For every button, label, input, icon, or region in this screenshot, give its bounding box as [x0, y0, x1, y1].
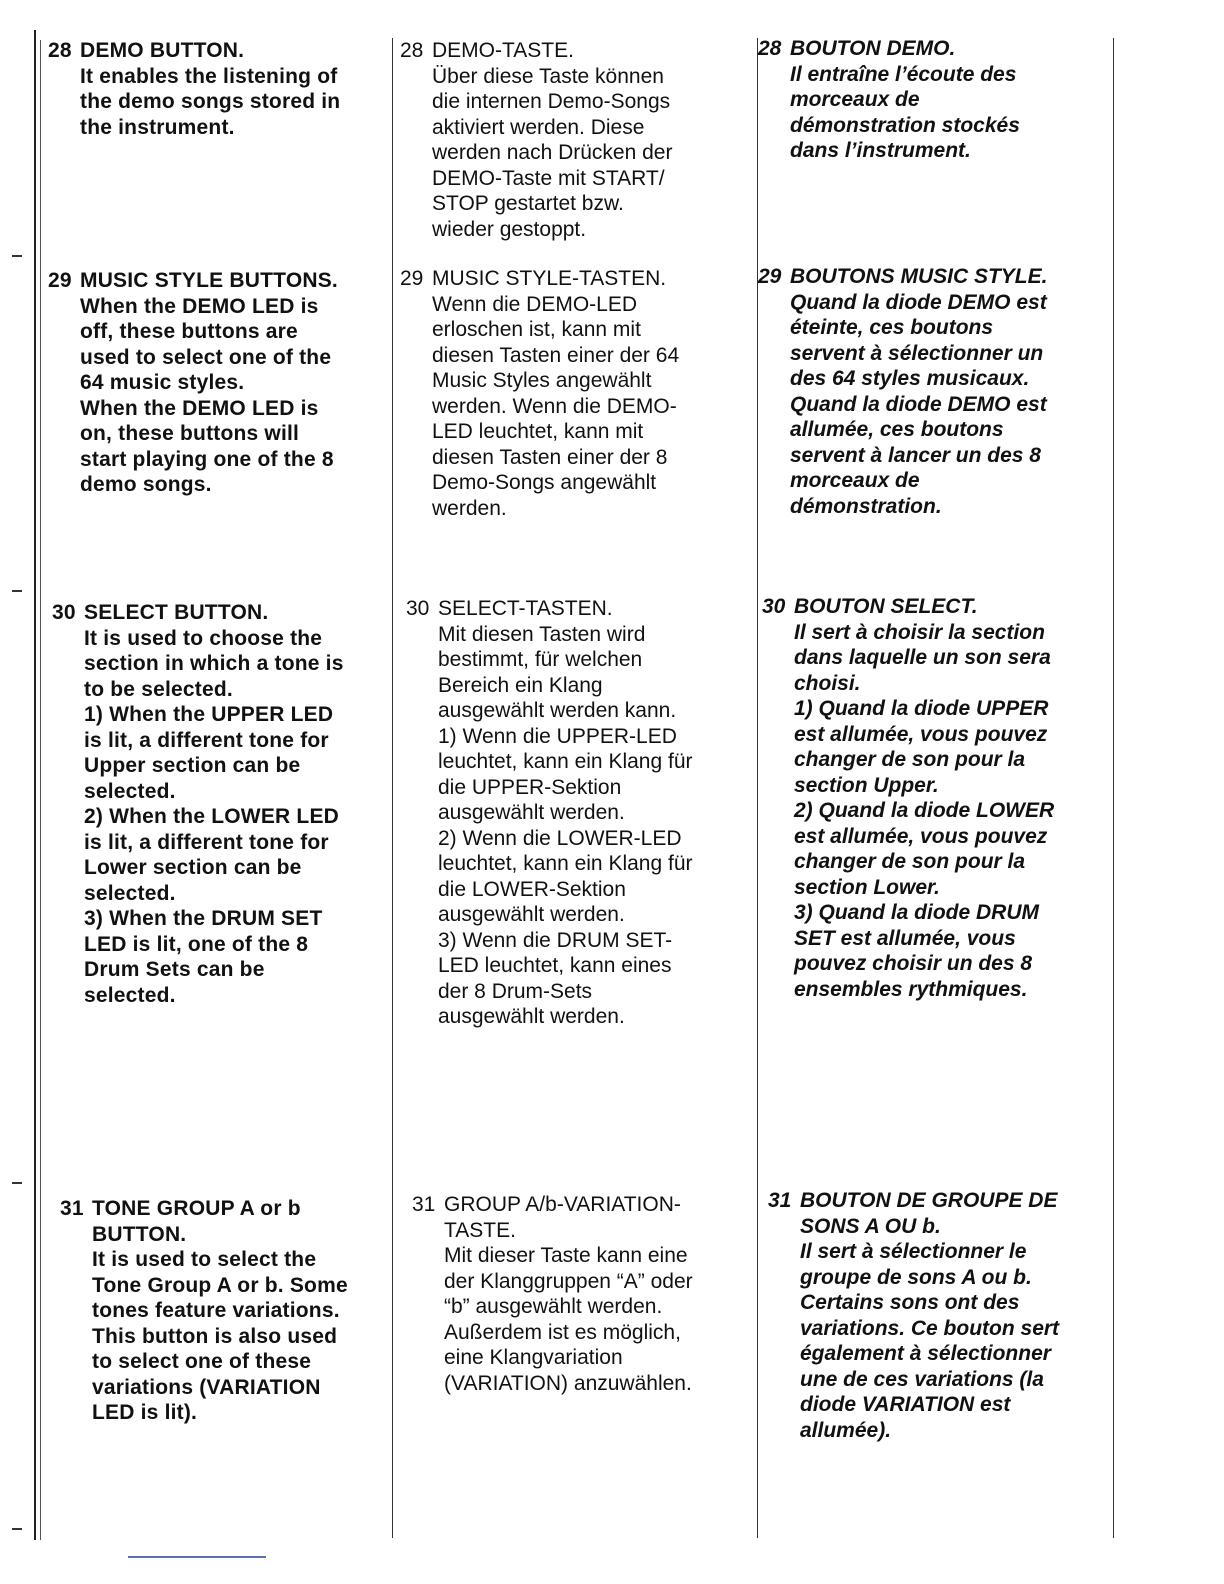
item-title: MUSIC STYLE BUTTONS. [80, 269, 338, 292]
edge-tick [12, 255, 22, 257]
item-title: SELECT BUTTON. [84, 601, 269, 624]
item-body: Il entraîne l’écoute des morceaux de démonstration stockés dans l’instrument. [790, 62, 1020, 162]
item-title: BOUTON DEMO. [790, 37, 956, 60]
item-number: 30 [762, 595, 786, 618]
section-31-fr [768, 1188, 1118, 1443]
item-title: MUSIC STYLE-TASTEN. [432, 267, 667, 290]
item-title: DEMO BUTTON. [80, 39, 245, 62]
section-30-fr [762, 594, 1112, 1002]
item-number: 29 [48, 269, 72, 292]
section-31-de [412, 1192, 762, 1396]
item-body: When the DEMO LED is off, these buttons are used to select one of the 64 music styles. When the DEMO LED is on, these buttons will start playing one of the 8 demo songs. [80, 294, 334, 496]
item-body: Mit dieser Taste kann eine der Klanggruppen “A” oder “b” ausgewählt werden. Außerdem ist es möglich, eine Klangvariation (VARIATION) anzuwählen. [444, 1244, 693, 1395]
item-title: DEMO-TASTE. [432, 39, 574, 62]
edge-tick [12, 1528, 22, 1530]
item-number: 31 [768, 1189, 792, 1212]
item-body: Wenn die DEMO-LED erloschen ist, kann mit diesen Tasten einer der 64 Music Styles angewählt werden. Wenn die DEMO- LED leuchtet, kann mit diesen Tasten einer der 8 Demo-Songs angewählt werden. [432, 292, 680, 520]
section-30-de [406, 596, 756, 1030]
edge-tick [12, 590, 22, 592]
section-28-en [48, 38, 388, 140]
item-body: Über diese Taste können die internen Demo-Songs aktiviert werden. Diese werden nach Drücken der DEMO-Taste mit START/ STOP gestartet bzw. wieder gestoppt. [432, 64, 673, 241]
item-number: 31 [412, 1193, 436, 1216]
item-number: 31 [60, 1197, 84, 1220]
binding-edge-inner [40, 40, 41, 1540]
item-body: Mit diesen Tasten wird bestimmt, für welchen Bereich ein Klang ausgewählt werden kann. 1) Wenn die UPPER-LED leuchtet, kann ein Klang für die UPPER-Sektion ausgewählt werden. 2) Wenn die LOWER-LED leuchtet, kann ein Klang für die LOWER-Sektion ausgewählt werden. 3) Wenn die DRUM SET- LED leuchtet, kann eines der 8 Drum-Sets ausgewählt werden. [438, 622, 693, 1028]
item-title: SELECT-TASTEN. [438, 597, 613, 620]
item-number: 30 [52, 601, 76, 624]
item-number: 28 [400, 39, 424, 62]
section-28-de [400, 38, 750, 242]
item-number: 30 [406, 597, 430, 620]
item-title: TONE GROUP A or b BUTTON. [92, 1197, 301, 1246]
section-31-en [60, 1196, 400, 1426]
item-body: Il sert à choisir la section dans laquelle un son sera choisi. 1) Quand la diode UPPER est allumée, vous pouvez changer de son pour la section Upper. 2) Quand la diode LOWER est allumée, vous pouvez changer de son pour la section Lower. 3) Quand la diode DRUM SET est allumée, vous pouvez choisir un des 8 ensembles rythmiques. [794, 620, 1055, 1001]
item-number: 28 [48, 39, 72, 62]
item-title: BOUTON DE GROUPE DE SONS A OU b. [800, 1189, 1058, 1238]
item-body: It is used to choose the section in which a tone is to be selected. 1) When the UPPER LED is lit, a different tone for Upper section can be selected. 2) When the LOWER LED is lit, a different tone for Lower section can be selected. 3) When the DRUM SET LED is lit, one of the 8 Drum Sets can be selected. [84, 626, 344, 1007]
item-title: BOUTONS MUSIC STYLE. [790, 265, 1048, 288]
item-number: 29 [758, 265, 782, 288]
edge-tick [12, 1182, 22, 1184]
item-number: 29 [400, 267, 424, 290]
section-29-en [48, 268, 388, 498]
section-29-fr [758, 264, 1108, 519]
item-body: Quand la diode DEMO est éteinte, ces boutons servent à sélectionner un des 64 styles musicaux. Quand la diode DEMO est allumée, ces boutons servent à lancer un des 8 morceaux de démonstration. [790, 290, 1047, 518]
item-number: 28 [758, 37, 782, 60]
binding-edge [34, 30, 36, 1540]
section-28-fr [758, 36, 1108, 164]
item-title: GROUP A/b-VARIATION- TASTE. [444, 1193, 681, 1242]
item-body: It enables the listening of the demo songs stored in the instrument. [80, 64, 341, 139]
item-body: It is used to select the Tone Group A or b. Some tones feature variations. This button is also used to select one of these variations (VARIATION LED is lit). [92, 1248, 348, 1424]
section-30-en [52, 600, 392, 1008]
item-body: Il sert à sélectionner le groupe de sons A ou b. Certains sons ont des variations. Ce bouton sert également à sélectionner une de ces variations (la diode VARIATION est allumée). [800, 1240, 1060, 1442]
section-29-de [400, 266, 750, 521]
footer-rule [128, 1556, 266, 1558]
item-title: BOUTON SELECT. [794, 595, 978, 618]
